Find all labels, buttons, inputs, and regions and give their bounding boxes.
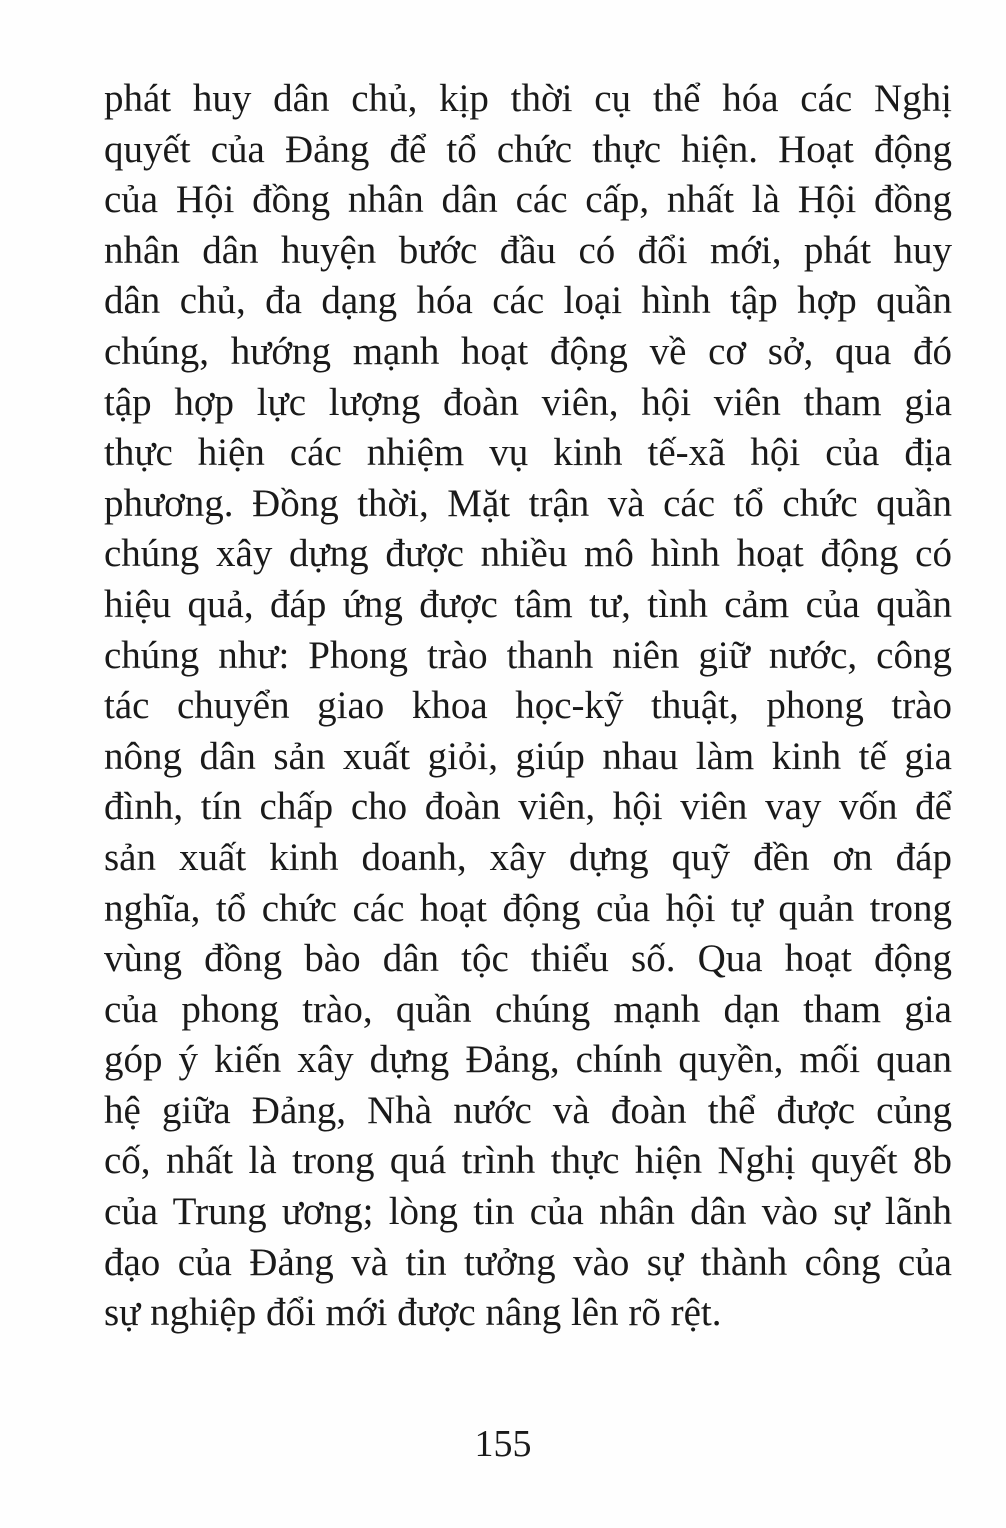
text-line: nông dân sản xuất giỏi, giúp nhau làm kinh tế gia — [104, 734, 952, 778]
text-line: nhân dân huyện bước đầu có đổi mới, phát huy — [104, 228, 952, 272]
body-paragraph — [104, 74, 952, 1339]
text-line: phương. Đồng thời, Mặt trận và các tổ chức quần — [104, 481, 952, 525]
page-number: 155 — [474, 1423, 532, 1465]
text-line: phát huy dân chủ, kịp thời cụ thể hóa các Nghị — [104, 77, 952, 120]
text-line: sản xuất kinh doanh, xây dựng quỹ đền ơn đáp — [104, 835, 952, 879]
text-line: cố, nhất là trong quá trình thực hiện Nghị quyết 8b — [104, 1139, 952, 1183]
text-line: chúng, hướng mạnh hoạt động về cơ sở, qua đó — [104, 329, 952, 373]
text-line: góp ý kiến xây dựng Đảng, chính quyền, mối quan — [104, 1038, 952, 1082]
text-line: sự nghiệp đổi mới được nâng lên rõ rệt. — [104, 1291, 722, 1335]
text-line: nghĩa, tổ chức các hoạt động của hội tự quản trong — [104, 886, 952, 930]
text-line: tập hợp lực lượng đoàn viên, hội viên tham gia — [104, 380, 952, 424]
text-line: hiệu quả, đáp ứng được tâm tư, tình cảm của quần — [104, 582, 952, 626]
text-line: chúng xây dựng được nhiều mô hình hoạt động có — [104, 532, 952, 576]
text-line: của Hội đồng nhân dân các cấp, nhất là Hội đồng — [104, 178, 952, 222]
text-line: quyết của Đảng để tổ chức thực hiện. Hoạt động — [104, 127, 952, 171]
text-line: chúng như: Phong trào thanh niên giữ nước, công — [104, 633, 952, 677]
text-line: dân chủ, đa dạng hóa các loại hình tập hợp quần — [104, 279, 952, 323]
text-line: đạo của Đảng và tin tưởng vào sự thành công của — [104, 1240, 952, 1284]
text-line: vùng đồng bào dân tộc thiểu số. Qua hoạt động — [104, 937, 952, 981]
text-line: tác chuyển giao khoa học-kỹ thuật, phong trào — [104, 684, 952, 728]
text-line: đình, tín chấp cho đoàn viên, hội viên vay vốn để — [104, 785, 952, 829]
text-line: của phong trào, quần chúng mạnh dạn tham gia — [104, 987, 952, 1031]
text-line: thực hiện các nhiệm vụ kinh tế-xã hội của địa — [104, 431, 952, 475]
text-line: của Trung ương; lòng tin của nhân dân vào sự lãnh — [104, 1190, 952, 1234]
text-line: hệ giữa Đảng, Nhà nước và đoàn thể được củng — [104, 1088, 952, 1132]
